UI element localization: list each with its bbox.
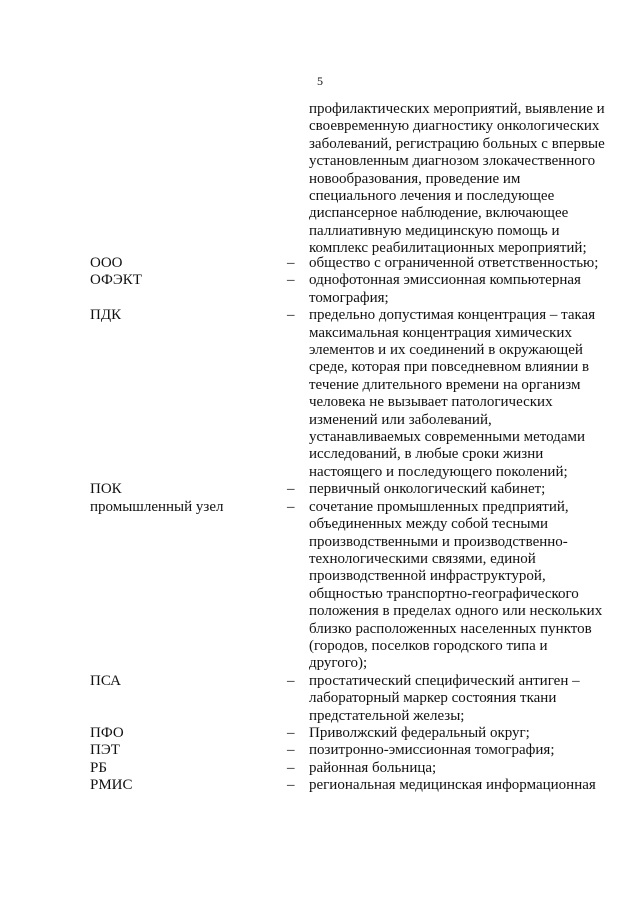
definition-line: производственными и производственно- [309, 533, 568, 550]
definition-line: томография; [309, 289, 389, 306]
definition-line: позитронно-эмиссионная томография; [309, 742, 555, 759]
abbreviation-term: ПДК [90, 307, 122, 324]
definition-line: настоящего и последующего поколений; [309, 463, 568, 480]
definition-line: комплекс реабилитационных мероприятий; [309, 240, 587, 257]
definition-line: профилактических мероприятий, выявление и [309, 101, 605, 117]
dash-separator: – [287, 481, 295, 498]
abbreviation-entry [0, 272, 640, 307]
definition-line: максимальная концентрация химических [309, 324, 572, 341]
abbreviation-entry [0, 307, 640, 481]
dash-separator: – [287, 307, 295, 324]
definition-line: сочетание промышленных предприятий, [309, 498, 569, 515]
abbreviation-entry [0, 777, 640, 794]
abbreviation-list [0, 255, 640, 795]
abbreviation-term: РБ [90, 759, 107, 776]
definition-line: течение длительного времени на организм [309, 376, 581, 393]
definition-line: устанавливаемых современными методами [309, 429, 585, 446]
abbreviation-entry [0, 481, 640, 498]
abbreviation-term: ПФО [90, 724, 124, 741]
abbreviation-term: ООО [90, 255, 123, 271]
definition-line: среде, которая при повседневном влиянии в [309, 359, 590, 376]
definition-line: новообразования, проведение им [309, 170, 521, 187]
definition-line: региональная медицинская информационная [309, 777, 596, 794]
definition-line: установленным диагнозом злокачественного [309, 153, 596, 170]
definition-line: заболеваний, регистрацию больных с впервые [309, 135, 605, 152]
abbreviation-entry [0, 742, 640, 759]
abbreviation-definition [309, 777, 609, 794]
definition-line: исследований, в любые сроки жизни [309, 446, 544, 463]
definition-line: общностью транспортно-географического [309, 585, 579, 602]
page-number: 5 [317, 74, 323, 88]
abbreviation-definition [309, 499, 609, 673]
definition-line: лабораторный маркер состояния ткани [309, 690, 557, 707]
abbreviation-definition [309, 673, 609, 725]
abbreviation-entry [0, 255, 640, 272]
abbreviation-term: ПСА [90, 672, 121, 689]
dash-separator: – [287, 272, 295, 289]
continued-definition [309, 101, 614, 258]
definition-line: предельно допустимая концентрация – такая [309, 307, 596, 324]
abbreviation-definition [309, 307, 609, 481]
definition-line: человека не вызывает патологических [309, 394, 553, 411]
definition-line: однофотонная эмиссионная компьютерная [309, 272, 581, 289]
dash-separator: – [287, 672, 295, 689]
abbreviation-term: промышленный узел [90, 498, 224, 515]
abbreviation-definition [309, 742, 609, 759]
abbreviation-term: ПЭТ [90, 742, 120, 759]
definition-line: предстательной железы; [309, 707, 465, 724]
definition-line: Приволжский федеральный округ; [309, 724, 530, 741]
definition-line: положения в пределах одного или нескольких [309, 603, 603, 620]
definition-line: специального лечения и последующее [309, 188, 555, 205]
dash-separator: – [287, 498, 295, 515]
definition-line: производственной инфраструктурой, [309, 568, 546, 585]
dash-separator: – [287, 724, 295, 741]
abbreviation-term: ОФЭКТ [90, 272, 142, 289]
definition-line: объединенных между собой тесными [309, 516, 549, 533]
definition-line: первичный онкологический кабинет; [309, 481, 546, 498]
definition-line: другого); [309, 655, 368, 672]
dash-separator: – [287, 759, 295, 776]
abbreviation-term: РМИС [90, 777, 133, 794]
dash-separator: – [287, 777, 295, 794]
abbreviation-definition [309, 255, 609, 272]
definition-line: (городов, поселков городского типа и [309, 637, 548, 654]
abbreviation-entry [0, 673, 640, 725]
abbreviation-definition [309, 760, 609, 777]
abbreviation-term: ПОК [90, 481, 122, 498]
definition-line: простатический специфический антиген – [309, 672, 580, 689]
definition-line: технологическими связями, единой [309, 550, 536, 567]
abbreviation-entry [0, 760, 640, 777]
abbreviation-definition [309, 481, 609, 498]
abbreviation-definition [309, 725, 609, 742]
dash-separator: – [287, 742, 295, 759]
abbreviation-entry [0, 725, 640, 742]
dash-separator: – [287, 255, 295, 271]
abbreviation-entry [0, 499, 640, 673]
definition-line: паллиативную медицинскую помощь и [309, 222, 560, 239]
definition-line: близко расположенных населенных пунктов [309, 620, 592, 637]
definition-line: элементов и их соединений в окружающей [309, 342, 583, 359]
definition-line: районная больница; [309, 759, 437, 776]
definition-line: изменений или заболеваний, [309, 411, 492, 428]
definition-line: общество с ограниченной ответственностью; [309, 255, 599, 271]
definition-line: своевременную диагностику онкологических [309, 118, 600, 135]
abbreviation-definition [309, 272, 609, 307]
definition-line: диспансерное наблюдение, включающее [309, 205, 569, 222]
